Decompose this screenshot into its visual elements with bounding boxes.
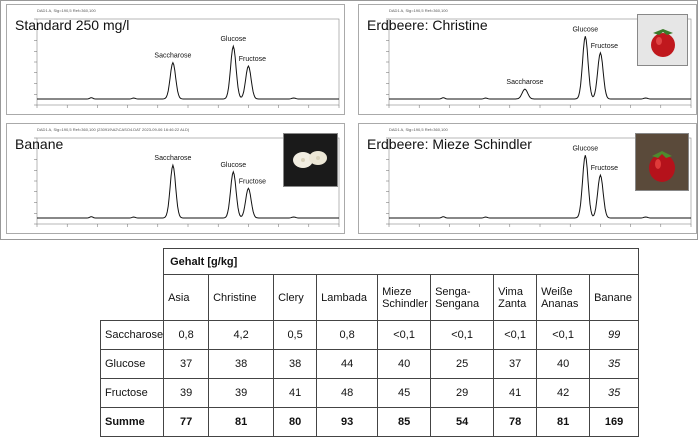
table-cell: 0,5 bbox=[274, 321, 317, 350]
row-label: Summe bbox=[101, 408, 164, 437]
table-cell: 4,2 bbox=[209, 321, 274, 350]
column-header-line: Asia bbox=[168, 292, 208, 304]
chromatogram-panel-standard bbox=[6, 4, 345, 115]
table-body bbox=[101, 321, 639, 437]
column-header bbox=[317, 275, 378, 321]
table-cell: 0,8 bbox=[317, 321, 378, 350]
content-table-wrap bbox=[100, 248, 639, 437]
column-header-line: Mieze bbox=[382, 286, 430, 298]
peak-label: Fructose bbox=[239, 178, 266, 185]
table-cell: 38 bbox=[274, 350, 317, 379]
table-cell: 54 bbox=[431, 408, 494, 437]
banana-slices-photo-icon bbox=[283, 133, 338, 187]
chart-header: DAD1 A, Sig=190,5 Ref=360,100 (230919\A2\CASO4.DAT 2023-09-06 16:46:22 ALD) bbox=[37, 127, 190, 132]
table-row bbox=[101, 321, 639, 350]
table-cell: 41 bbox=[494, 379, 537, 408]
column-header bbox=[209, 275, 274, 321]
column-header bbox=[537, 275, 590, 321]
row-label: Glucose bbox=[101, 350, 164, 379]
chart-header: DAD1 A, Sig=190,5 Ref=360,100 bbox=[37, 8, 96, 13]
table-cell: 41 bbox=[274, 379, 317, 408]
column-header-line: Christine bbox=[213, 292, 273, 304]
table-cell: 81 bbox=[209, 408, 274, 437]
column-header-line: Vima bbox=[498, 286, 536, 298]
column-header-line: Banane bbox=[594, 292, 638, 304]
table-cell: 0,8 bbox=[164, 321, 209, 350]
table-cell: 80 bbox=[274, 408, 317, 437]
table-cell: <0,1 bbox=[431, 321, 494, 350]
column-header-line: Zanta bbox=[498, 298, 536, 310]
table-cell: 25 bbox=[431, 350, 494, 379]
table-cell: <0,1 bbox=[537, 321, 590, 350]
table-cell: 42 bbox=[537, 379, 590, 408]
column-header-line: Clery bbox=[278, 292, 316, 304]
row-label: Saccharose bbox=[101, 321, 164, 350]
sugar-content-table bbox=[100, 248, 639, 437]
column-header bbox=[590, 275, 639, 321]
chromatogram-panel-banane bbox=[6, 123, 345, 234]
column-header bbox=[164, 275, 209, 321]
panel-title: Standard 250 mg/l bbox=[15, 17, 129, 33]
peak-label: Fructose bbox=[591, 43, 618, 50]
table-row bbox=[101, 379, 639, 408]
table-cell: 37 bbox=[494, 350, 537, 379]
peak-label: Fructose bbox=[591, 165, 618, 172]
table-cell: 35 bbox=[590, 379, 639, 408]
table-cell: 48 bbox=[317, 379, 378, 408]
table-cell: 39 bbox=[209, 379, 274, 408]
peak-label: Glucose bbox=[220, 36, 246, 43]
peak-label: Glucose bbox=[572, 26, 598, 33]
chart-header: DAD1 A, Sig=190,5 Ref=360,100 bbox=[389, 8, 448, 13]
chromatogram-panel-christine bbox=[358, 4, 697, 115]
table-corner bbox=[101, 275, 164, 321]
table-cell: 99 bbox=[590, 321, 639, 350]
table-cell: 29 bbox=[431, 379, 494, 408]
table-row bbox=[101, 350, 639, 379]
row-label: Fructose bbox=[101, 379, 164, 408]
peak-label: Fructose bbox=[239, 56, 266, 63]
table-cell: 85 bbox=[378, 408, 431, 437]
column-header bbox=[378, 275, 431, 321]
table-cell: <0,1 bbox=[378, 321, 431, 350]
column-header-line: Weiße bbox=[541, 286, 589, 298]
chromatogram-panel-mieze bbox=[358, 123, 697, 234]
column-header-line: Senga- bbox=[435, 286, 493, 298]
column-header-line: Ananas bbox=[541, 298, 589, 310]
table-cell: 169 bbox=[590, 408, 639, 437]
peak-label: Saccharose bbox=[154, 155, 191, 162]
table-cell: 93 bbox=[317, 408, 378, 437]
table-cell: 77 bbox=[164, 408, 209, 437]
chart-header: DAD1 A, Sig=190,5 Ref=360,100 bbox=[389, 127, 448, 132]
strawberry-photo-icon bbox=[637, 14, 688, 66]
table-cell: 44 bbox=[317, 350, 378, 379]
table-cell: 40 bbox=[378, 350, 431, 379]
column-header bbox=[274, 275, 317, 321]
table-cell: 39 bbox=[164, 379, 209, 408]
table-cell: 81 bbox=[537, 408, 590, 437]
panel-title: Erdbeere: Christine bbox=[367, 17, 488, 33]
column-header bbox=[431, 275, 494, 321]
table-cell: 78 bbox=[494, 408, 537, 437]
table-header-row bbox=[101, 275, 639, 321]
table-cell: 37 bbox=[164, 350, 209, 379]
column-header-line: Schindler bbox=[382, 298, 430, 310]
peak-label: Saccharose bbox=[506, 79, 543, 86]
peak-label: Glucose bbox=[220, 162, 246, 169]
column-header-line: Lambada bbox=[321, 292, 377, 304]
table-corner bbox=[101, 249, 164, 275]
panel-title: Banane bbox=[15, 136, 63, 152]
table-title: Gehalt [g/kg] bbox=[164, 249, 639, 275]
strawberry-photo-icon bbox=[635, 133, 689, 191]
peak-label: Saccharose bbox=[154, 53, 191, 60]
column-header-line: Sengana bbox=[435, 298, 493, 310]
table-cell: 35 bbox=[590, 350, 639, 379]
panel-title: Erdbeere: Mieze Schindler bbox=[367, 136, 532, 152]
table-cell: 45 bbox=[378, 379, 431, 408]
peak-label: Glucose bbox=[572, 145, 598, 152]
column-header bbox=[494, 275, 537, 321]
table-cell: <0,1 bbox=[494, 321, 537, 350]
table-cell: 40 bbox=[537, 350, 590, 379]
table-cell: 38 bbox=[209, 350, 274, 379]
table-row bbox=[101, 408, 639, 437]
